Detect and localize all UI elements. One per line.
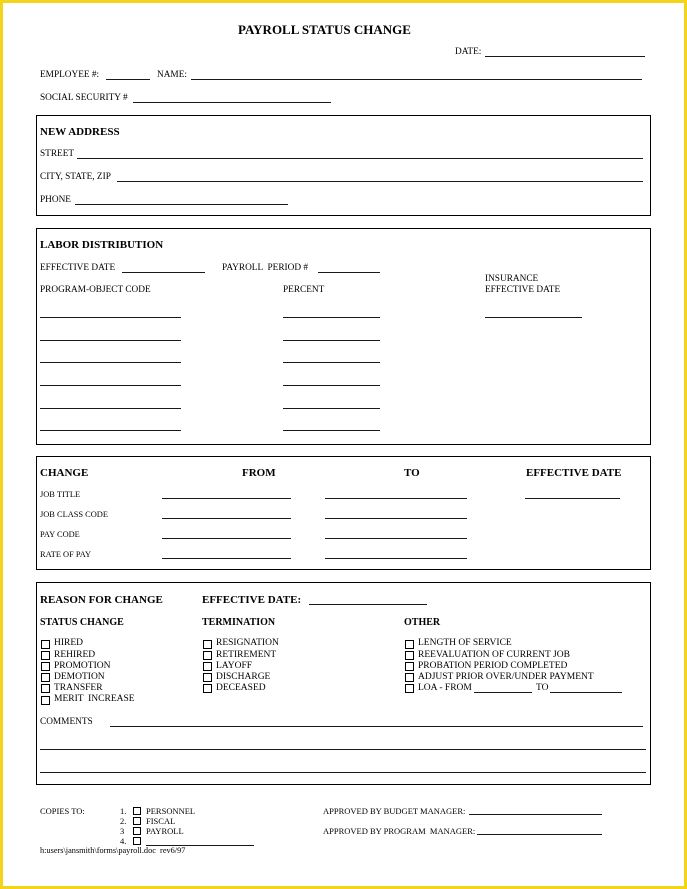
street-field[interactable] — [77, 158, 643, 159]
resignation-checkbox[interactable] — [203, 640, 212, 649]
change-column-header: CHANGE — [40, 467, 89, 479]
rate-of-pay-from-field[interactable] — [162, 558, 291, 559]
payroll-copy-checkbox[interactable] — [133, 827, 141, 835]
layoff-label: LAYOFF — [216, 660, 253, 671]
insurance-effective-date-label: EFFECTIVE DATE — [485, 285, 561, 295]
layoff-checkbox[interactable] — [203, 662, 212, 671]
program-object-code-field[interactable] — [40, 340, 181, 341]
rate-of-pay-to-field[interactable] — [325, 558, 467, 559]
probation-completed-checkbox[interactable] — [405, 662, 414, 671]
reevaluation-checkbox[interactable] — [405, 651, 414, 660]
pay-code-to-field[interactable] — [325, 538, 467, 539]
payroll-period-label: PAYROLL PERIOD # — [222, 263, 309, 273]
promotion-label: PROMOTION — [54, 660, 111, 671]
promotion-checkbox[interactable] — [41, 662, 50, 671]
ssn-field[interactable] — [133, 102, 331, 103]
fiscal-copy-checkbox[interactable] — [133, 817, 141, 825]
program-object-code-field[interactable] — [40, 430, 181, 431]
city-state-zip-label: CITY, STATE, ZIP — [40, 172, 111, 182]
termination-heading: TERMINATION — [202, 617, 276, 628]
phone-field[interactable] — [75, 204, 288, 205]
length-of-service-label: LENGTH OF SERVICE — [418, 638, 512, 649]
demotion-checkbox[interactable] — [41, 673, 50, 682]
adjust-payment-label: ADJUST PRIOR OVER/UNDER PAYMENT — [418, 671, 594, 682]
discharge-checkbox[interactable] — [203, 673, 212, 682]
employee-number-label: EMPLOYEE #: — [40, 70, 100, 80]
employee-number-field[interactable] — [106, 79, 150, 80]
other-heading: OTHER — [404, 617, 441, 628]
program-object-code-field[interactable] — [40, 408, 181, 409]
hired-label: HIRED — [54, 638, 84, 649]
budget-manager-signature-field[interactable] — [469, 814, 602, 815]
change-effective-date-field[interactable] — [525, 498, 620, 499]
name-label: NAME: — [157, 70, 187, 80]
job-title-to-field[interactable] — [325, 498, 467, 499]
insurance-label: INSURANCE — [485, 274, 539, 284]
deceased-label: DECEASED — [216, 683, 266, 694]
length-of-service-checkbox[interactable] — [405, 640, 414, 649]
pay-code-label: PAY CODE — [40, 530, 80, 539]
payroll-period-field[interactable] — [318, 272, 380, 273]
job-class-code-to-field[interactable] — [325, 518, 467, 519]
insurance-effective-date-field[interactable] — [485, 317, 582, 318]
labor-distribution-section — [36, 228, 651, 445]
program-object-code-field[interactable] — [40, 362, 181, 363]
copy-item-number: 1. — [120, 806, 127, 816]
retirement-label: RETIREMENT — [216, 649, 277, 660]
job-class-code-label: JOB CLASS CODE — [40, 510, 108, 519]
percent-field[interactable] — [283, 317, 380, 318]
merit-increase-label: MERIT INCREASE — [54, 694, 135, 705]
retirement-checkbox[interactable] — [203, 651, 212, 660]
reevaluation-label: REEVALUATION OF CURRENT JOB — [418, 649, 570, 660]
date-field[interactable] — [485, 56, 645, 57]
percent-field[interactable] — [283, 362, 380, 363]
job-class-code-from-field[interactable] — [162, 518, 291, 519]
document-path-footer: h:users\jansmith\forms\payroll.doc rev6/97 — [40, 846, 186, 855]
ssn-label: SOCIAL SECURITY # — [40, 93, 128, 103]
copy-item-number: 3 — [120, 826, 125, 836]
merit-increase-checkbox[interactable] — [41, 696, 50, 705]
pay-code-from-field[interactable] — [162, 538, 291, 539]
personnel-copy-label: PERSONNEL — [146, 806, 196, 816]
city-state-zip-field[interactable] — [117, 181, 643, 182]
payroll-copy-label: PAYROLL — [146, 826, 184, 836]
program-object-code-field[interactable] — [40, 317, 181, 318]
comments-field[interactable] — [40, 772, 646, 773]
job-title-from-field[interactable] — [162, 498, 291, 499]
personnel-copy-checkbox[interactable] — [133, 807, 141, 815]
program-object-code-field[interactable] — [40, 385, 181, 386]
reason-for-change-section — [36, 582, 651, 785]
copies-to-label: COPIES TO: — [40, 806, 85, 816]
copy-item-number: 2. — [120, 816, 127, 826]
reason-effective-date-field[interactable] — [309, 604, 427, 605]
rate-of-pay-label: RATE OF PAY — [40, 550, 92, 559]
adjust-payment-checkbox[interactable] — [405, 673, 414, 682]
program-manager-signature-field[interactable] — [477, 834, 602, 835]
fiscal-copy-label: FISCAL — [146, 816, 176, 826]
status-change-heading: STATUS CHANGE — [40, 617, 124, 628]
loa-from-label: LOA - FROM — [418, 683, 472, 694]
reason-for-change-heading: REASON FOR CHANGE — [40, 594, 163, 606]
street-label: STREET — [40, 149, 75, 159]
effective-date-label: EFFECTIVE DATE — [40, 263, 116, 273]
loa-checkbox[interactable] — [405, 684, 414, 693]
other-copy-checkbox[interactable] — [133, 837, 141, 845]
probation-completed-label: PROBATION PERIOD COMPLETED — [418, 660, 568, 671]
job-title-label: JOB TITLE — [40, 490, 81, 499]
comments-field[interactable] — [40, 749, 646, 750]
new-address-section — [36, 115, 651, 216]
effective-date-field[interactable] — [122, 272, 205, 273]
budget-manager-approval-label: APPROVED BY BUDGET MANAGER: — [323, 806, 466, 816]
loa-to-field[interactable] — [550, 692, 622, 693]
loa-from-field[interactable] — [474, 692, 532, 693]
from-column-header: FROM — [242, 467, 276, 479]
percent-field[interactable] — [283, 385, 380, 386]
name-field[interactable] — [191, 79, 642, 80]
comments-label: COMMENTS — [40, 717, 93, 727]
loa-to-label: TO — [536, 683, 549, 694]
percent-field[interactable] — [283, 408, 380, 409]
deceased-checkbox[interactable] — [203, 684, 212, 693]
labor-distribution-heading: LABOR DISTRIBUTION — [40, 239, 164, 251]
form-title: PAYROLL STATUS CHANGE — [238, 22, 411, 37]
resignation-label: RESIGNATION — [216, 638, 279, 649]
rehired-checkbox[interactable] — [41, 651, 50, 660]
percent-label: PERCENT — [283, 285, 325, 295]
rehired-label: REHIRED — [54, 649, 96, 660]
change-section — [36, 456, 651, 570]
reason-effective-date-label: EFFECTIVE DATE: — [202, 594, 302, 606]
hired-checkbox[interactable] — [41, 640, 50, 649]
copy-item-number: 4. — [120, 836, 127, 846]
percent-field[interactable] — [283, 340, 380, 341]
program-manager-approval-label: APPROVED BY PROGRAM MANAGER: — [323, 826, 476, 836]
date-label: DATE: — [455, 47, 482, 57]
demotion-label: DEMOTION — [54, 671, 105, 682]
effective-date-column-header: EFFECTIVE DATE — [526, 467, 622, 479]
discharge-label: DISCHARGE — [216, 671, 271, 682]
transfer-label: TRANSFER — [54, 683, 103, 694]
to-column-header: TO — [404, 467, 420, 479]
program-object-code-label: PROGRAM-OBJECT CODE — [40, 285, 151, 295]
percent-field[interactable] — [283, 430, 380, 431]
comments-field[interactable] — [110, 726, 643, 727]
new-address-heading: NEW ADDRESS — [40, 126, 120, 138]
phone-label: PHONE — [40, 195, 71, 205]
transfer-checkbox[interactable] — [41, 684, 50, 693]
